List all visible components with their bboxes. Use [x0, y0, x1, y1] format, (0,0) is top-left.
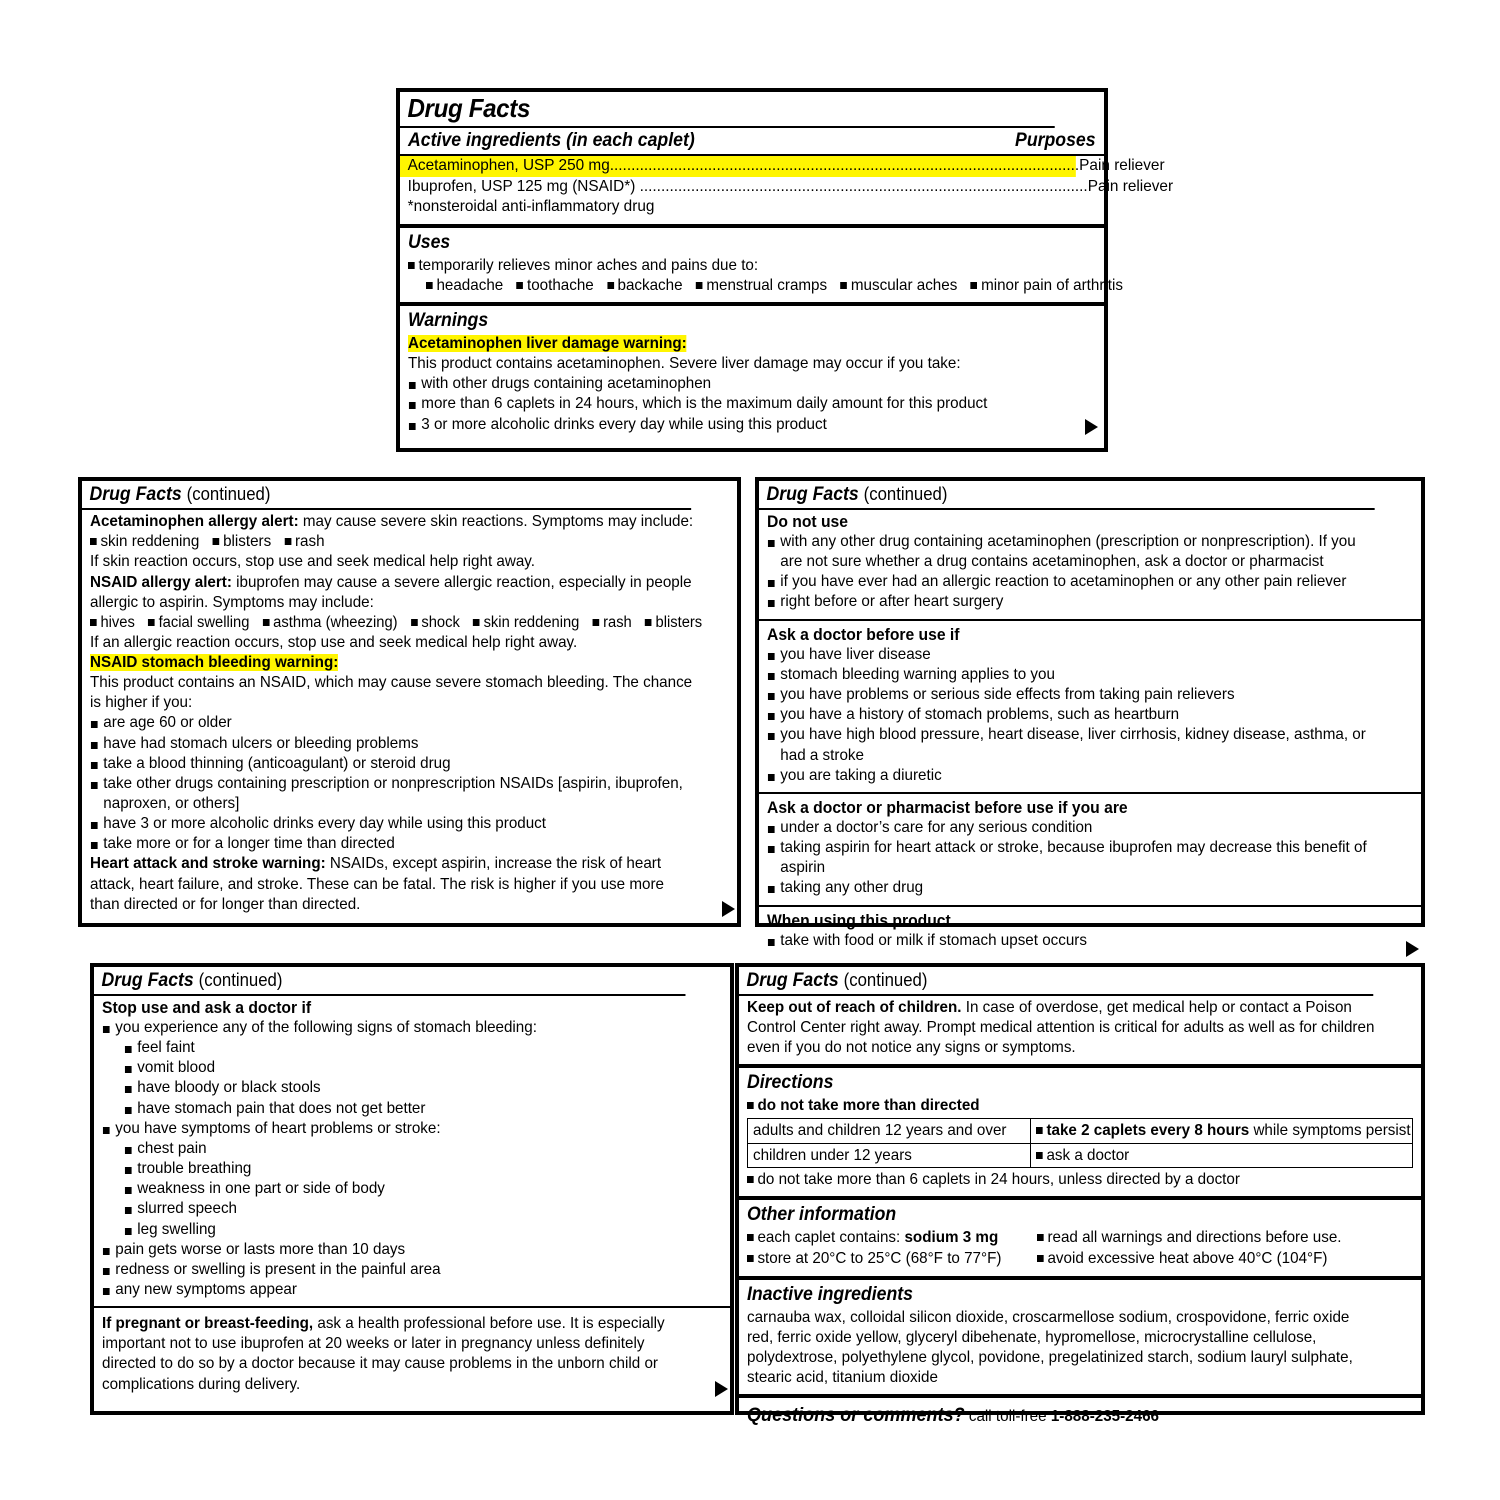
- dosing-who-cell: [748, 1119, 1031, 1144]
- other-information-heading: Other information: [747, 1204, 897, 1226]
- uses-item: [607, 276, 683, 296]
- active-ingredients-header-row: [400, 128, 1104, 157]
- nsaid-stomach-bleeding-title-row: [90, 653, 697, 673]
- symptom-label: facial swelling: [158, 613, 250, 631]
- square-bullet-icon: [747, 1255, 754, 1262]
- symptom-item: [90, 532, 199, 552]
- symptom-item: [90, 613, 135, 633]
- list-item: 3 or more alcoholic drinks every day while using this product: [408, 415, 1062, 435]
- do-not-use-list: [767, 532, 1413, 613]
- inactive-ingredients-heading: Inactive ingredients: [747, 1283, 913, 1305]
- other-info-right: [1037, 1228, 1341, 1249]
- heart-attack-stroke-warning: [90, 854, 697, 914]
- list-item: you have liver disease: [767, 645, 1381, 665]
- list-item: with other drugs containing acetaminophen: [408, 374, 1062, 394]
- uses-item: [426, 276, 503, 296]
- drug-facts-panel-bot-left: [90, 963, 734, 1415]
- stop-use-list: [102, 1018, 722, 1038]
- stomach-bleeding-risk-list: [90, 713, 729, 854]
- uses-item-label: toothache: [526, 276, 594, 294]
- dosing-who-cell: [748, 1143, 1031, 1168]
- list-item: you have high blood pressure, heart disease, liver cirrhosis, kidney disease, asthma, or had a stroke: [767, 725, 1381, 765]
- continued-label: (continued): [843, 970, 928, 990]
- keep-out-of-reach-text: In case of overdose, get medical help or contact a Poison Control Center right away. Prompt medical attention is critical for adults as well as for children even if you do not notice any signs or symptoms.: [747, 998, 1375, 1057]
- list-item: you have symptoms of heart problems or stroke:: [102, 1119, 691, 1139]
- list-item: right before or after heart surgery: [767, 592, 1381, 612]
- list-item: take more or for a longer time than directed: [90, 834, 697, 854]
- table-row: [748, 1119, 1413, 1144]
- ask-doctor-list: [767, 645, 1413, 786]
- square-bullet-icon: [408, 262, 415, 269]
- warnings-heading: Warnings: [408, 310, 489, 332]
- other-info-right: [1037, 1249, 1327, 1270]
- uses-item: [517, 276, 594, 296]
- list-item: have had stomach ulcers or bleeding problems: [90, 734, 697, 754]
- uses-section: [400, 228, 1123, 306]
- other-info-right-text: avoid excessive heat above 40°C (104°F): [1047, 1250, 1328, 1268]
- list-item: redness or swelling is present in the painful area: [102, 1260, 691, 1280]
- symptom-label: hives: [100, 613, 135, 631]
- ingredient-name: Acetaminophen, USP 250 mg: [407, 157, 610, 175]
- symptom-item: [593, 613, 632, 633]
- uses-item-label: menstrual cramps: [706, 276, 828, 294]
- symptom-label: rash: [294, 533, 325, 550]
- uses-item: [696, 276, 827, 296]
- continued-label: (continued): [198, 970, 283, 990]
- ingredient-purpose: Pain reliever: [1079, 157, 1165, 175]
- ask-doctor-pharmacist-heading: Ask a doctor or pharmacist before use if you are: [767, 798, 1128, 817]
- list-item: chest pain: [124, 1139, 692, 1159]
- ask-doctor-pharmacist-section: [759, 794, 1421, 907]
- ask-doctor-heading: Ask a doctor before use if: [767, 625, 960, 644]
- list-item: have bloody or black stools: [124, 1078, 692, 1098]
- list-item: more than 6 caplets in 24 hours, which is the maximum daily amount for this product: [408, 394, 1062, 414]
- uses-lead: [408, 256, 1062, 276]
- leader-dots: .........................................................................................................: [635, 177, 1088, 195]
- acetaminophen-allergy-symptoms: [90, 532, 697, 552]
- list-item: under a doctor’s care for any serious condition: [767, 818, 1381, 838]
- drug-facts-title-text: Drug Facts: [101, 970, 194, 991]
- allergy-alerts-section: [82, 510, 737, 921]
- square-bullet-icon: [971, 282, 978, 289]
- uses-item-label: muscular aches: [850, 276, 958, 294]
- square-bullet-icon: [263, 619, 270, 626]
- active-ingredient-row-acetaminophen: [400, 156, 1165, 176]
- nsaid-allergy-followup: If an allergic reaction occurs, stop use and seek medical help right away.: [90, 633, 578, 651]
- symptom-label: asthma (wheezing): [273, 613, 398, 631]
- nsaid-allergy-alert: [90, 573, 697, 613]
- list-item: leg swelling: [124, 1220, 692, 1240]
- dosing-amount-wrap: [1036, 1121, 1411, 1141]
- heart-attack-warning-text: NSAIDs, except aspirin, increase the risk of heart attack, heart failure, and stroke. These can be fatal. The risk is higher if you use more than directed or for longer than directed.: [90, 855, 664, 913]
- uses-lead-text: temporarily relieves minor aches and pains due to:: [418, 256, 759, 274]
- list-item: you have a history of stomach problems, such as heartburn: [767, 705, 1381, 725]
- list-item: if you have ever had an allergic reaction to acetaminophen or any other pain reliever: [767, 572, 1381, 592]
- stop-use-heading: Stop use and ask a doctor if: [102, 998, 312, 1017]
- continued-label: (continued): [863, 484, 948, 504]
- warnings-section: [400, 306, 1104, 441]
- questions-heading: Questions or comments?: [747, 1405, 965, 1427]
- active-ingredients-section: [400, 128, 1174, 228]
- questions-wrap: [747, 1404, 1159, 1428]
- continuation-arrow-icon: [1085, 419, 1098, 435]
- inactive-ingredients-section: [739, 1280, 1421, 1398]
- acetaminophen-allergy-followup: If skin reaction occurs, stop use and seek medical help right away.: [90, 553, 535, 571]
- pregnancy-warning: [102, 1314, 691, 1395]
- drug-facts-title-text: Drug Facts: [766, 484, 859, 505]
- nsaid-allergy-symptoms: [90, 613, 703, 633]
- dosing-amount-wrap: [1036, 1146, 1129, 1166]
- acetaminophen-liver-warning-title-row: [408, 334, 1062, 354]
- list-item: you experience any of the following signs of stomach bleeding:: [102, 1018, 691, 1038]
- pregnancy-warning-label: If pregnant or breast-feeding,: [102, 1315, 314, 1333]
- stop-use-section: [94, 996, 730, 1308]
- keep-out-of-reach-text-block: [747, 998, 1380, 1058]
- nsaid-allergy-text: ibuprofen may cause a severe allergic reaction, especially in people allergic to aspirin. Symptoms may include:: [90, 573, 692, 611]
- liver-warning-list: [408, 374, 1096, 434]
- ask-doctor-pharmacist-list: [767, 818, 1413, 899]
- square-bullet-icon: [90, 538, 97, 545]
- list-item: take a blood thinning (anticoagulant) or steroid drug: [90, 754, 697, 774]
- square-bullet-icon: [426, 282, 433, 289]
- heart-stroke-signs-list: [102, 1139, 722, 1240]
- dosing-table: [747, 1118, 1413, 1168]
- list-item: pain gets worse or lasts more than 10 days: [102, 1240, 691, 1260]
- list-item: vomit blood: [124, 1058, 692, 1078]
- square-bullet-icon: [148, 619, 155, 626]
- uses-item: [971, 276, 1123, 296]
- keep-out-of-reach-section: [739, 996, 1421, 1068]
- list-item: feel faint: [124, 1038, 692, 1058]
- uses-item: [840, 276, 957, 296]
- acetaminophen-liver-warning-title: Acetaminophen liver damage warning:: [408, 335, 687, 353]
- when-using-list: [767, 931, 1413, 951]
- other-info-left: [747, 1228, 1023, 1249]
- heart-attack-warning-label: Heart attack and stroke warning:: [90, 855, 326, 873]
- continuation-arrow-icon: [1406, 941, 1419, 957]
- inactive-ingredients-text: carnauba wax, colloidal silicon dioxide, croscarmellose sodium, crospovidone, ferric oxide red, ferric oxide yellow, glyceryl dibehenate, hypromellose, microcrystalline cellulose, polydextrose, polyethylene glycol, povidone, pregelatinized starch, sodium lauryl sulphate, stearic acid, titanium dioxide: [747, 1308, 1353, 1387]
- dosing-amount-cell: [1031, 1143, 1413, 1168]
- symptom-item: [263, 613, 398, 633]
- square-bullet-icon: [213, 538, 220, 545]
- pregnancy-warning-text: ask a health professional before use. It is especially important not to use ibuprofen at 20 weeks or later in pregnancy unless definitely directed to do so by a doctor because it may cause problems in the unborn child or complications during delivery.: [102, 1315, 665, 1393]
- list-item: are age 60 or older: [90, 713, 697, 733]
- continuation-arrow-icon: [715, 1381, 728, 1397]
- drug-facts-title-text: Drug Facts: [746, 970, 839, 991]
- panel-top-title: Drug Facts: [400, 92, 1055, 128]
- list-item: any new symptoms appear: [102, 1280, 691, 1300]
- symptom-item: [148, 613, 249, 633]
- symptom-item: [411, 613, 460, 633]
- symptom-label: skin reddening: [100, 533, 200, 550]
- square-bullet-icon: [517, 282, 524, 289]
- other-info-left-plain: each caplet contains:: [757, 1229, 905, 1247]
- square-bullet-icon: [593, 619, 600, 626]
- dosing-amount-cell: [1031, 1119, 1413, 1144]
- square-bullet-icon: [1036, 1152, 1043, 1159]
- stomach-bleeding-signs-list: [102, 1038, 722, 1119]
- list-item: taking aspirin for heart attack or stroke, because ibuprofen may decrease this benefit of aspirin: [767, 838, 1381, 878]
- list-item: you have problems or serious side effects from taking pain relievers: [767, 685, 1381, 705]
- dosing-who-label: children under 12 years: [753, 1146, 912, 1164]
- questions-body: call toll-free: [964, 1408, 1051, 1426]
- list-item: have 3 or more alcoholic drinks every day while using this product: [90, 814, 697, 834]
- symptom-label: skin reddening: [483, 613, 580, 631]
- other-info-left-plain: store at 20°C to 25°C (68°F to 77°F): [757, 1250, 1002, 1268]
- acetaminophen-liver-warning-body: This product contains acetaminophen. Severe liver damage may occur if you take:: [408, 355, 961, 373]
- list-item: weakness in one part or side of body: [124, 1179, 692, 1199]
- list-item: trouble breathing: [124, 1159, 692, 1179]
- square-bullet-icon: [696, 282, 703, 289]
- nsaid-footnote: *nonsteroidal anti-inflammatory drug: [407, 198, 655, 216]
- symptom-item: [285, 532, 325, 552]
- other-info-row: [747, 1228, 1413, 1249]
- list-item: slurred speech: [124, 1199, 692, 1219]
- symptom-label: blisters: [655, 613, 703, 631]
- continued-label: (continued): [186, 484, 271, 504]
- acetaminophen-allergy-alert: [90, 512, 697, 532]
- dosing-amount-rest: while symptoms persist: [1249, 1122, 1411, 1140]
- list-item: take other drugs containing prescription or nonprescription NSAIDs [aspirin, ibuprofen, naproxen, or others]: [90, 774, 697, 814]
- dosing-amount-bold: take 2 caplets every 8 hours: [1046, 1122, 1250, 1140]
- panel-bot-left-title: [94, 967, 685, 996]
- symptom-label: rash: [603, 613, 632, 631]
- drug-facts-panel-bot-right: [735, 963, 1425, 1427]
- directions-footer: [747, 1170, 1380, 1190]
- square-bullet-icon: [90, 619, 97, 626]
- table-row: [748, 1143, 1413, 1168]
- drug-facts-panel-top: [396, 88, 1174, 452]
- panel-mid-left-title: [82, 481, 691, 510]
- other-info-left-bold: sodium 3 mg: [904, 1229, 999, 1247]
- uses-item-label: headache: [436, 276, 504, 294]
- drug-facts-title-text: Drug Facts: [89, 484, 182, 505]
- symptom-label: shock: [421, 613, 460, 631]
- directions-heading: Directions: [747, 1072, 834, 1094]
- directions-footer-text: do not take more than 6 caplets in 24 hours, unless directed by a doctor: [757, 1171, 1240, 1189]
- leader-dots: ..............................................................................................................: [609, 157, 1080, 175]
- do-not-use-section: [759, 510, 1421, 621]
- do-not-use-heading: Do not use: [767, 512, 848, 531]
- uses-heading: Uses: [408, 231, 451, 253]
- stop-use-list-2: [102, 1119, 722, 1139]
- directions-lead: [747, 1096, 1380, 1116]
- square-bullet-icon: [1036, 1127, 1043, 1134]
- symptom-item: [473, 613, 579, 633]
- questions-phone[interactable]: 1-888-235-2466: [1050, 1408, 1160, 1426]
- symptom-label: blisters: [223, 533, 272, 550]
- other-info-row: [747, 1249, 1413, 1270]
- when-using-section: [759, 907, 1421, 957]
- square-bullet-icon: [1037, 1234, 1044, 1241]
- panel-mid-right-title: [759, 481, 1375, 510]
- square-bullet-icon: [840, 282, 847, 289]
- other-info-right-text: read all warnings and directions before use.: [1047, 1229, 1342, 1247]
- list-item: you are taking a diuretic: [767, 766, 1381, 786]
- directions-section: [739, 1068, 1421, 1200]
- symptom-item: [213, 532, 272, 552]
- directions-lead-text: do not take more than directed: [757, 1097, 980, 1115]
- pregnancy-section: [94, 1308, 730, 1401]
- list-item: with any other drug containing acetaminophen (prescription or nonprescription). If you are not sure whether a drug contains acetaminophen, ask a doctor or pharmacist: [767, 532, 1381, 572]
- acetaminophen-allergy-label: Acetaminophen allergy alert:: [90, 512, 299, 530]
- drug-facts-panel-mid-right: [755, 477, 1425, 949]
- list-item: take with food or milk if stomach upset occurs: [767, 931, 1381, 951]
- uses-item-list: [426, 276, 1123, 296]
- purposes-heading: Purposes: [1015, 129, 1096, 151]
- active-ingredients-heading: Active ingredients (in each caplet): [408, 129, 695, 151]
- nsaid-stomach-bleeding-body: This product contains an NSAID, which may cause severe stomach bleeding. The chance is higher if you:: [90, 674, 693, 712]
- square-bullet-icon: [285, 538, 292, 545]
- square-bullet-icon: [607, 282, 614, 289]
- stop-use-tail-list: [102, 1240, 722, 1300]
- acetaminophen-allergy-text: may cause severe skin reactions. Symptoms may include:: [298, 512, 694, 530]
- square-bullet-icon: [1037, 1255, 1044, 1262]
- dosing-amount-bold: ask a doctor: [1046, 1146, 1130, 1164]
- questions-section: [739, 1398, 1421, 1434]
- list-item: have stomach pain that does not get better: [124, 1099, 692, 1119]
- ask-doctor-section: [759, 621, 1421, 794]
- square-bullet-icon: [747, 1234, 754, 1241]
- questions-row: [747, 1404, 1413, 1428]
- other-info-left: [747, 1249, 1023, 1270]
- other-information-section: [739, 1200, 1421, 1279]
- drug-facts-panel-mid-left: [78, 477, 741, 927]
- square-bullet-icon: [411, 619, 418, 626]
- symptom-item: [645, 613, 702, 633]
- nsaid-allergy-label: NSAID allergy alert:: [90, 573, 232, 591]
- uses-item-label: minor pain of arthritis: [981, 276, 1123, 294]
- square-bullet-icon: [747, 1102, 754, 1109]
- continuation-arrow-icon: [722, 901, 735, 917]
- ingredient-purpose: Pain reliever: [1087, 177, 1174, 195]
- uses-item-label: backache: [617, 276, 683, 294]
- panel-bot-right-title: [739, 967, 1373, 996]
- keep-out-of-reach-label: Keep out of reach of children.: [747, 998, 962, 1016]
- list-item: taking any other drug: [767, 878, 1381, 898]
- nsaid-stomach-bleeding-title: NSAID stomach bleeding warning:: [90, 653, 339, 671]
- square-bullet-icon: [747, 1176, 754, 1183]
- square-bullet-icon: [473, 619, 480, 626]
- when-using-heading: When using this product: [767, 911, 951, 930]
- active-ingredient-row-ibuprofen: [400, 177, 1174, 197]
- square-bullet-icon: [645, 619, 652, 626]
- list-item: stomach bleeding warning applies to you: [767, 665, 1381, 685]
- dosing-who-label: adults and children 12 years and over: [753, 1122, 1007, 1140]
- ingredient-name: Ibuprofen, USP 125 mg (NSAID*): [407, 177, 636, 195]
